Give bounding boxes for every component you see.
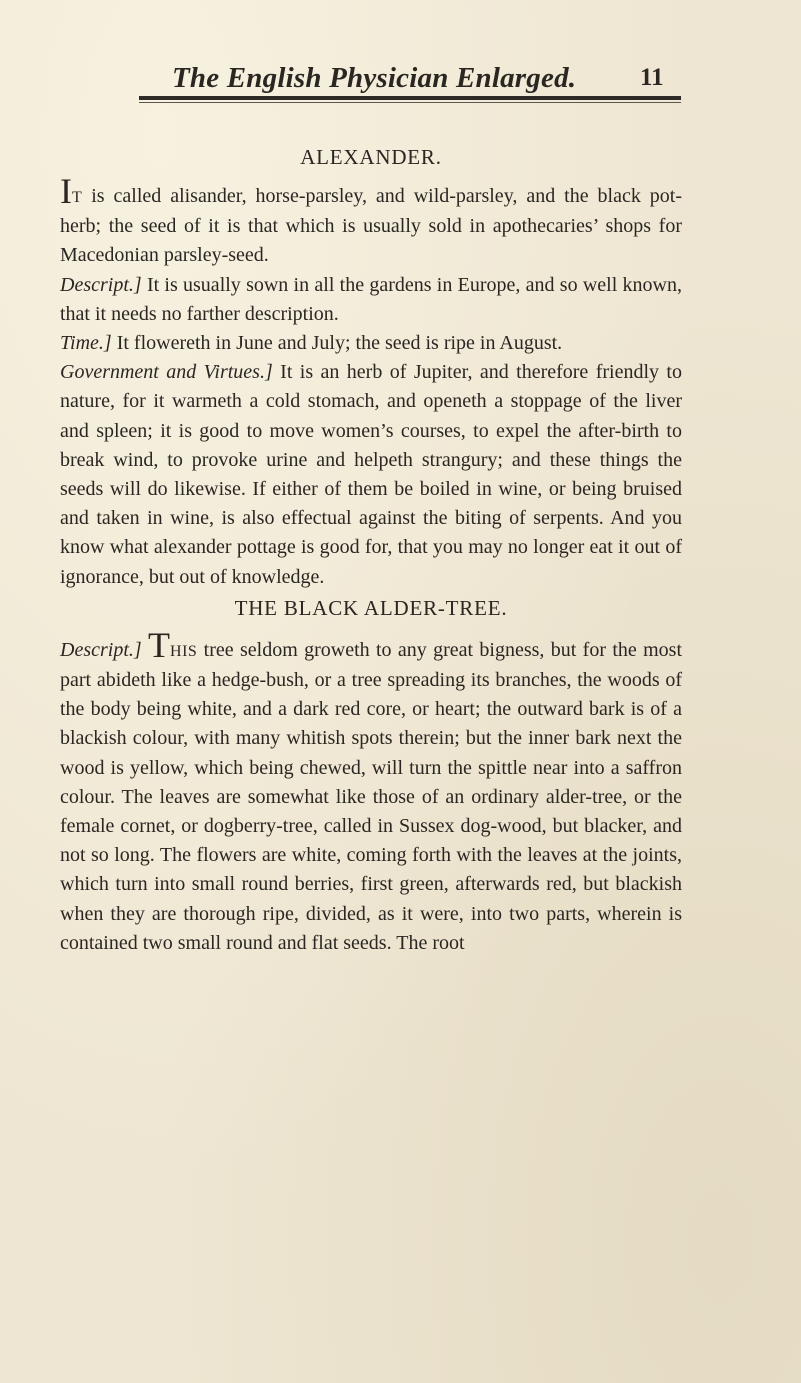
government-text: It is an herb of Jupiter, and therefore friendly to nature, for it warmeth a cold stomach, and openeth a stoppage of the liver and spleen; it is good to move women’s courses, to expel the after-birth to break wind, to provoke urine and helpeth strangury; and these things the seeds will do likewise. If either of them be boiled in wine, or being bruised and taken in wine, is also effectual against the biting of serpents. And you know what alexander pottage is good for, that you may no longer eat it out of ignorance, but out of knowledge. [60,361,682,588]
small-caps: T [72,189,83,206]
header-rule-thin [139,102,681,103]
running-title: The English Physician Enlarged. [172,62,577,94]
drop-cap: I [60,171,72,211]
descript-label: Descript.] [60,273,142,296]
section-title-black-alder: THE BLACK ALDER-TREE. [234,595,508,620]
government-paragraph [60,358,682,592]
small-caps: HIS [170,642,198,660]
page-body [60,141,682,958]
descript-paragraph [60,271,682,329]
section-title-alexander: ALEXANDER. [300,145,442,169]
intro-text: is called alisander, horse-parsley, and wild-parsley, and the black pot-herb; the seed of it is that which is usually sold in apothecaries’ shops for Macedonian parsley-seed. [60,185,682,267]
alder-descript-paragraph [60,624,683,958]
intro-paragraph [60,171,682,271]
drop-cap: T [148,624,171,665]
alder-descript-text: tree seldom groweth to any great bigness, but for the most part abideth like a hedge-bush, or a tree spreading its branches, the woods of the body being white, and a dark red core, or heart; the outward bark is of a blackish colour, with many whitish spots therein; but the inner bark next the wood is yellow, which being chewed, will turn the spittle near into a saffron colour. The leaves are somewhat like those of an ordinary alder-tree, or the female cornet, or dogberry-tree, called in Sussex dog-wood, but blacker, and not so long. The flowers are white, coming forth with the leaves at the joints, which turn into small round berries, first green, afterwards red, but blackish when they are thorough ripe, divided, as it were, into two parts, wherein is contained two small round and flat seeds. The root [60,638,683,954]
government-label: Government and Virtues.] [60,361,273,384]
alder-descript-label: Descript.] [60,638,142,661]
time-paragraph [60,329,682,358]
page-number: 11 [640,64,664,91]
time-text: It flowereth in June and July; the seed is ripe in August. [111,332,563,355]
time-label: Time.] [60,332,112,355]
descript-text: It is usually sown in all the gardens in Europe, and so well known, that it needs no farther description. [60,273,682,325]
header-rule [139,96,681,100]
